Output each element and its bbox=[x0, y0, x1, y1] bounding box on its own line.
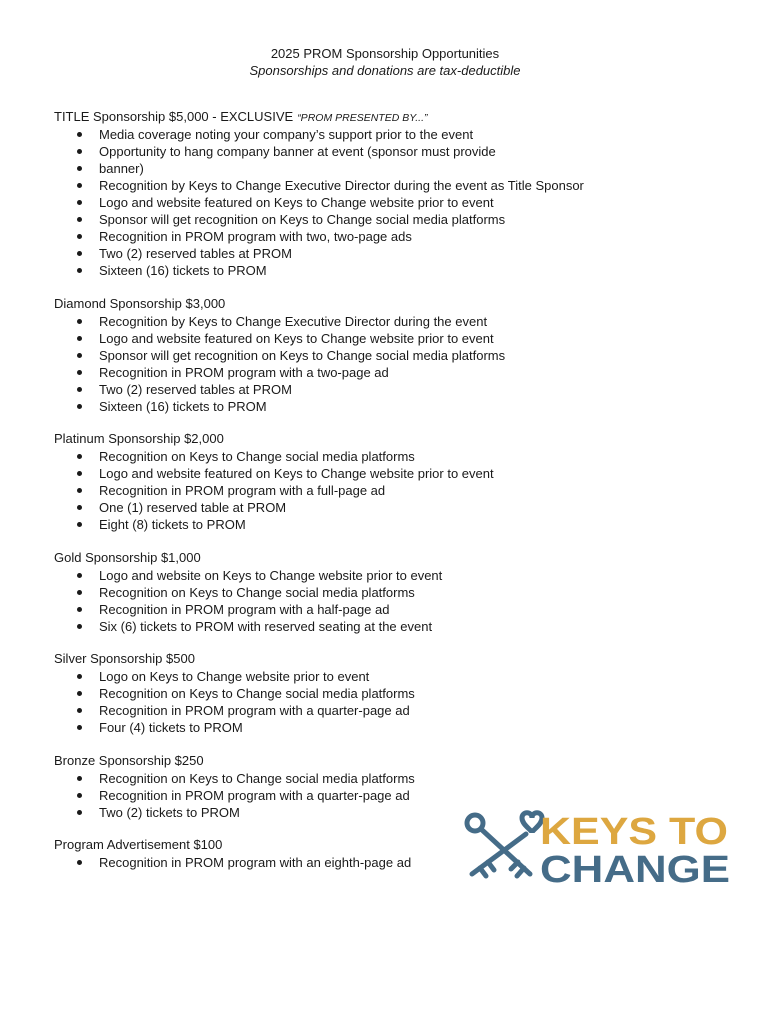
benefit-text: Opportunity to hang company banner at event (sponsor must provide bbox=[99, 144, 496, 159]
sponsorship-section bbox=[54, 295, 654, 415]
benefit-item bbox=[54, 448, 654, 465]
benefit-item bbox=[54, 685, 654, 702]
benefit-text: Four (4) tickets to PROM bbox=[99, 720, 243, 735]
benefit-text: Logo and website featured on Keys to Change website prior to event bbox=[99, 466, 494, 481]
bullet-icon bbox=[77, 404, 82, 409]
benefit-text: Recognition in PROM program with an eighth-page ad bbox=[99, 855, 412, 870]
document-subtitle: Sponsorships and donations are tax-deductible bbox=[249, 62, 521, 78]
bullet-icon bbox=[77, 793, 82, 798]
benefit-list bbox=[54, 448, 654, 533]
benefit-text: Recognition in PROM program with a full-page ad bbox=[99, 483, 386, 498]
bullet-icon bbox=[77, 183, 82, 188]
benefit-text: Two (2) reserved tables at PROM bbox=[99, 246, 292, 261]
bullet-icon bbox=[77, 166, 82, 171]
benefit-text: Logo on Keys to Change website prior to event bbox=[99, 669, 370, 684]
section-title-text: Bronze Sponsorship $250 bbox=[54, 752, 204, 768]
section-title-note: “PROM PRESENTED BY...” bbox=[297, 112, 428, 124]
benefit-text: Recognition on Keys to Change social media platforms bbox=[99, 584, 415, 600]
benefit-item bbox=[54, 618, 654, 635]
bullet-icon bbox=[77, 624, 82, 629]
benefit-item bbox=[54, 465, 654, 482]
bullet-icon bbox=[77, 505, 82, 510]
benefit-text: Sixteen (16) tickets to PROM bbox=[99, 398, 267, 414]
bullet-icon bbox=[77, 319, 82, 324]
benefit-item bbox=[54, 211, 654, 228]
bullet-icon bbox=[77, 674, 82, 679]
bullet-icon bbox=[77, 234, 82, 239]
bullet-icon bbox=[77, 336, 82, 341]
benefit-text: Logo and website featured on Keys to Change website prior to event bbox=[99, 330, 494, 346]
benefit-item bbox=[54, 668, 654, 685]
benefit-item bbox=[54, 787, 654, 804]
bullet-icon bbox=[77, 725, 82, 730]
bullet-icon bbox=[77, 691, 82, 696]
benefit-list bbox=[54, 668, 654, 736]
document-header bbox=[0, 46, 770, 79]
bullet-icon bbox=[77, 454, 82, 459]
bullet-icon bbox=[77, 488, 82, 493]
benefit-text: Logo and website featured on Keys to Change website prior to event bbox=[99, 195, 494, 210]
benefit-item bbox=[54, 313, 654, 330]
bullet-icon bbox=[77, 251, 82, 256]
benefit-item bbox=[54, 330, 654, 347]
benefit-text: Recognition by Keys to Change Executive Director during the event bbox=[99, 313, 488, 329]
section-title-text: Gold Sponsorship $1,000 bbox=[54, 549, 201, 565]
benefit-item bbox=[54, 381, 654, 398]
section-title-text: TITLE Sponsorship $5,000 - EXCLUSIVE bbox=[54, 109, 294, 124]
bullet-icon bbox=[77, 268, 82, 273]
bullet-icon bbox=[77, 353, 82, 358]
benefit-text: Media coverage noting your company’s support prior to the event bbox=[99, 127, 474, 142]
benefit-text: Sponsor will get recognition on Keys to Change social media platforms bbox=[99, 347, 506, 363]
bullet-icon bbox=[77, 132, 82, 137]
bullet-icon bbox=[77, 590, 82, 595]
sponsorship-list bbox=[54, 108, 654, 887]
bullet-icon bbox=[77, 200, 82, 205]
benefit-list bbox=[54, 313, 654, 415]
benefit-item bbox=[54, 516, 654, 533]
benefit-text: One (1) reserved table at PROM bbox=[99, 500, 287, 515]
bullet-icon bbox=[77, 522, 82, 527]
bullet-icon bbox=[77, 149, 82, 154]
benefit-item bbox=[54, 160, 654, 177]
benefit-item bbox=[54, 177, 654, 194]
benefit-list bbox=[54, 126, 654, 279]
bullet-icon bbox=[77, 387, 82, 392]
section-title bbox=[54, 752, 654, 770]
benefit-list bbox=[54, 567, 654, 635]
sponsorship-section bbox=[54, 430, 654, 533]
benefit-item bbox=[54, 398, 654, 415]
bullet-icon bbox=[77, 776, 82, 781]
bullet-icon bbox=[77, 573, 82, 578]
benefit-item bbox=[54, 584, 654, 601]
bullet-icon bbox=[77, 810, 82, 815]
sponsorship-section bbox=[54, 108, 654, 279]
bullet-icon bbox=[77, 607, 82, 612]
benefit-item bbox=[54, 567, 654, 584]
benefit-text: Sixteen (16) tickets to PROM bbox=[99, 263, 267, 278]
section-title bbox=[54, 430, 654, 448]
benefit-text: Recognition in PROM program with a two-page ad bbox=[99, 364, 389, 380]
bullet-icon bbox=[77, 708, 82, 713]
benefit-item bbox=[54, 245, 654, 262]
crossed-keys-icon bbox=[467, 813, 542, 876]
benefit-text: Sponsor will get recognition on Keys to Change social media platforms bbox=[99, 212, 506, 227]
benefit-item bbox=[54, 143, 654, 160]
benefit-text: Two (2) tickets to PROM bbox=[99, 804, 240, 820]
benefit-text: Logo and website on Keys to Change website prior to event bbox=[99, 567, 443, 583]
benefit-item bbox=[54, 482, 654, 499]
logo-text-keys-to: KEYS TO bbox=[540, 811, 728, 853]
benefit-text: Recognition on Keys to Change social media platforms bbox=[99, 686, 415, 701]
benefit-item bbox=[54, 499, 654, 516]
bullet-icon bbox=[77, 860, 82, 865]
sponsorship-section bbox=[54, 650, 654, 736]
benefit-text: Six (6) tickets to PROM with reserved seating at the event bbox=[99, 618, 433, 634]
bullet-icon bbox=[77, 370, 82, 375]
benefit-item bbox=[54, 228, 654, 245]
section-title bbox=[54, 108, 654, 126]
benefit-item bbox=[54, 262, 654, 279]
benefit-text: Eight (8) tickets to PROM bbox=[99, 517, 246, 532]
keys-to-change-logo bbox=[460, 808, 736, 888]
sponsorship-section bbox=[54, 549, 654, 635]
benefit-text: Recognition by Keys to Change Executive Director during the event as Title Sponsor bbox=[99, 178, 584, 193]
section-title-text: Program Advertisement $100 bbox=[54, 837, 223, 852]
benefit-text: Recognition in PROM program with a half-page ad bbox=[99, 601, 390, 617]
benefit-item bbox=[54, 364, 654, 381]
benefit-text: Two (2) reserved tables at PROM bbox=[99, 381, 292, 397]
benefit-item bbox=[54, 702, 654, 719]
benefit-item bbox=[54, 194, 654, 211]
benefit-text: banner) bbox=[99, 161, 144, 176]
bullet-icon bbox=[77, 217, 82, 222]
benefit-item bbox=[54, 719, 654, 736]
benefit-text: Recognition in PROM program with a quarter-page ad bbox=[99, 703, 410, 718]
section-title-text: Platinum Sponsorship $2,000 bbox=[54, 431, 224, 446]
document-title: 2025 PROM Sponsorship Opportunities bbox=[270, 46, 500, 61]
section-title bbox=[54, 549, 654, 567]
benefit-item bbox=[54, 601, 654, 618]
section-title bbox=[54, 650, 654, 668]
benefit-text: Recognition in PROM program with a quarter-page ad bbox=[99, 787, 410, 803]
benefit-text: Recognition on Keys to Change social media platforms bbox=[99, 449, 415, 464]
logo-text-change: CHANGE bbox=[540, 849, 730, 888]
benefit-item bbox=[54, 770, 654, 787]
benefit-text: Recognition in PROM program with two, two-page ads bbox=[99, 229, 412, 244]
benefit-text: Recognition on Keys to Change social media platforms bbox=[99, 770, 415, 786]
section-title-text: Silver Sponsorship $500 bbox=[54, 651, 195, 666]
benefit-item bbox=[54, 347, 654, 364]
bullet-icon bbox=[77, 471, 82, 476]
benefit-item bbox=[54, 126, 654, 143]
section-title bbox=[54, 295, 654, 313]
section-title-text: Diamond Sponsorship $3,000 bbox=[54, 295, 226, 311]
